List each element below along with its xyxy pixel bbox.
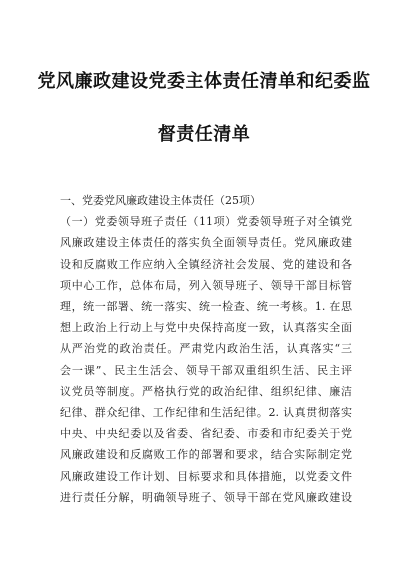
body-line: 理，统一部署、统一落实、统一检查、统一考核。1. 在思 bbox=[60, 300, 352, 314]
body-line: 中央、中央纪委以及省委、省纪委、市委和市纪委关于党 bbox=[60, 427, 352, 441]
body-line: 纪律、群众纪律、工作纪律和生活纪律。2. 认真贯彻落实 bbox=[60, 406, 352, 420]
body-line: 想上政治上行动上与党中央保持高度一致，认真落实全面 bbox=[60, 321, 352, 335]
document-body bbox=[60, 190, 352, 508]
body-line: 议党员等制度。严格执行党的政治纪律、组织纪律、廉洁 bbox=[60, 384, 352, 398]
section-heading: 一、党委党风廉政建设主体责任（25项） bbox=[60, 194, 261, 207]
document-title-line-1: 党风廉政建设党委主体责任清单和纪委监 bbox=[37, 71, 371, 92]
body-line: （一）党委领导班子责任（11项）党委领导班子对全镇党 bbox=[60, 215, 352, 229]
body-line: 设和反腐败工作应纳入全镇经济社会发展、党的建设和各 bbox=[60, 257, 352, 271]
body-line: 风廉政建设主体责任的落实负全面领导责任。党风廉政建 bbox=[60, 236, 352, 250]
body-line: 风廉政建设工作计划、目标要求和具体措施，以党委文件 bbox=[60, 469, 352, 483]
body-line: 进行责任分解，明确领导班子、领导干部在党风廉政建设 bbox=[60, 490, 352, 504]
body-line: 项中心工作，总体布局，列入领导班子、领导干部目标管 bbox=[60, 278, 352, 292]
document-title-line-2: 督责任清单 bbox=[157, 124, 251, 145]
body-line: 风廉政建设和反腐败工作的部署和要求，结合实际制定党 bbox=[60, 448, 352, 462]
body-line: 从严治党的政治责任。严肃党内政治生活，认真落实“三 bbox=[60, 342, 352, 356]
body-line: 会一课”、民主生活会、领导干部双重组织生活、民主评 bbox=[60, 363, 352, 377]
